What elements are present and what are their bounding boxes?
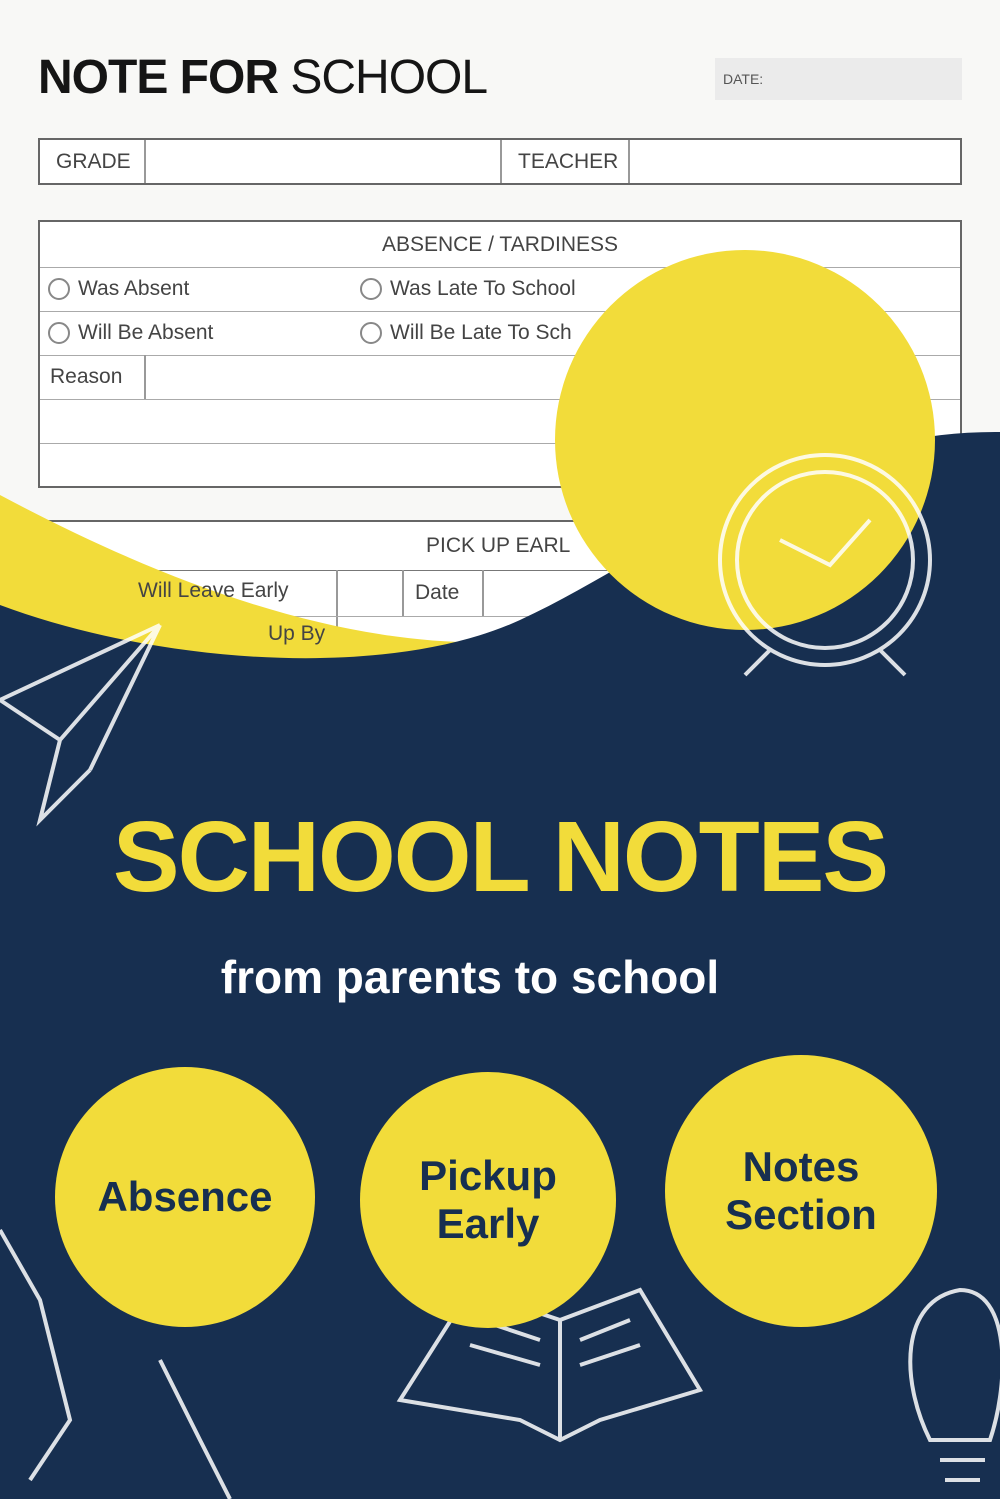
date-label: Date: [415, 581, 460, 604]
form-title: NOTE FOR SCHOOL: [38, 51, 488, 104]
cover-title: SCHOOL NOTES: [112, 801, 888, 913]
pickup-header: PICK UP EARL: [426, 534, 571, 557]
option-will-be-late: Will Be Late To Sch: [360, 311, 572, 355]
option-will-be-absent: Will Be Absent: [48, 311, 213, 355]
grade-label: GRADE: [56, 149, 131, 173]
teacher-label: TEACHER: [518, 149, 619, 173]
cover-subtitle: from parents to school: [220, 951, 720, 1003]
reason-label: Reason: [50, 365, 123, 388]
badge-notes-section: Notes Section: [665, 1055, 937, 1327]
date-field: DATE:: [715, 58, 962, 100]
option-was-absent: Was Absent: [48, 267, 189, 311]
badge-pickup-early: Pickup Early: [360, 1072, 616, 1328]
big-yellow-circle: [555, 250, 935, 630]
picked-up-by-label: Up By: [268, 622, 326, 645]
badge-absence: Absence: [55, 1067, 315, 1327]
option-was-late: Was Late To School: [360, 267, 576, 311]
absence-header: ABSENCE / TARDINESS: [381, 232, 619, 256]
will-leave-early-label: Will Leave Early: [138, 579, 289, 602]
